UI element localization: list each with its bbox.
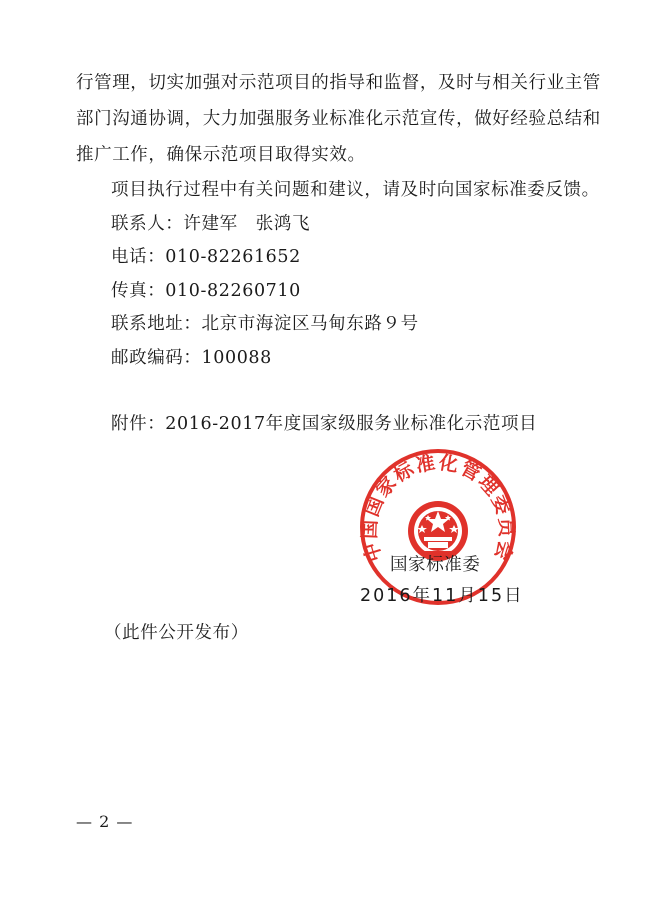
svg-text:中国国家标准化管理委员会: 中国国家标准化管理委员会 — [358, 451, 518, 565]
signature-date: 2016年11月15日 — [360, 586, 524, 606]
feedback-paragraph: 项目执行过程中有关问题和建议，请及时向国家标准委反馈。 — [111, 180, 600, 200]
page-number: — 2 — — [76, 812, 134, 831]
contact-phone: 电话：010-82261652 — [111, 247, 301, 267]
body-line-1: 行管理，切实加强对示范项目的指导和监督，及时与相关行业主管 — [76, 73, 601, 93]
contact-postcode: 邮政编码：100088 — [111, 348, 272, 368]
emblem-icon — [408, 501, 468, 561]
body-line-2: 部门沟通协调，大力加强服务业标准化示范宣传，做好经验总结和 — [76, 109, 601, 129]
contact-person: 联系人：许建军 张鸿飞 — [111, 214, 311, 234]
body-line-3: 推广工作，确保示范项目取得实效。 — [76, 145, 366, 165]
signature-org: 国家标准委 — [390, 555, 481, 575]
contact-fax: 传真：010-82260710 — [111, 281, 301, 301]
publish-notice: （此件公开发布） — [104, 623, 249, 643]
contact-address: 联系地址：北京市海淀区马甸东路９号 — [111, 314, 419, 334]
attachment-line: 附件：2016-2017年度国家级服务业标准化示范项目 — [111, 414, 538, 434]
official-seal — [358, 447, 518, 607]
